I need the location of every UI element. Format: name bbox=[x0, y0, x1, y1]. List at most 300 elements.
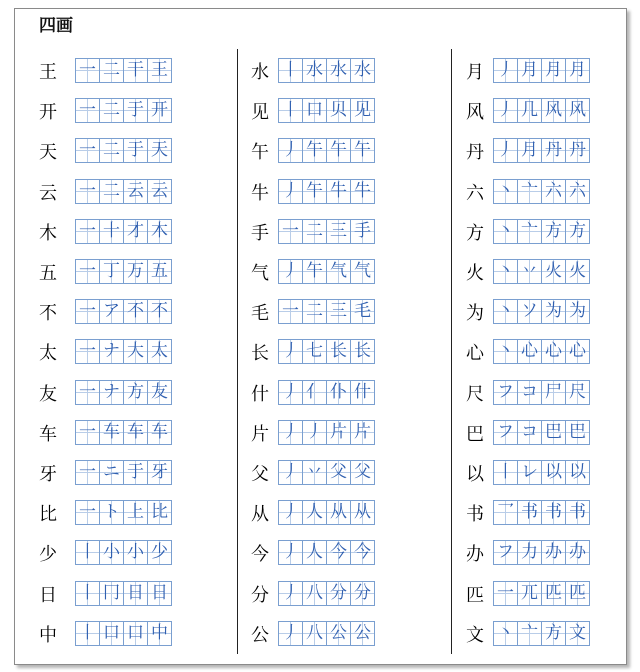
stroke-sequence bbox=[493, 581, 589, 606]
character-row bbox=[37, 293, 237, 333]
stroke-step-cell: 干 bbox=[123, 58, 148, 83]
stroke-step-cell: 父 bbox=[350, 460, 375, 485]
stroke-step-cell: 日 bbox=[147, 581, 172, 606]
stroke-step-cell: 二 bbox=[99, 179, 124, 204]
stroke-step-cell: 牛 bbox=[326, 179, 351, 204]
stroke-step-cell: フ bbox=[493, 380, 518, 405]
stroke-step-cell: 三 bbox=[326, 219, 351, 244]
stroke-step-cell: 丿 bbox=[278, 179, 303, 204]
character-row bbox=[464, 374, 640, 414]
head-character: 气 bbox=[251, 263, 269, 284]
stroke-step-cell: 丿 bbox=[278, 581, 303, 606]
stroke-step-cell: 云 bbox=[147, 179, 172, 204]
stroke-sequence bbox=[75, 460, 171, 485]
stroke-step-cell: 一 bbox=[493, 581, 518, 606]
head-character: 风 bbox=[466, 102, 484, 124]
character-row bbox=[464, 534, 640, 574]
stroke-step-cell: 一 bbox=[75, 179, 100, 204]
stroke-step-cell: 气 bbox=[350, 259, 375, 284]
character-row bbox=[37, 253, 237, 293]
head-character: 牙 bbox=[39, 464, 57, 485]
stroke-step-cell: 分 bbox=[350, 581, 375, 606]
stroke-step-cell: 丨 bbox=[75, 540, 100, 565]
stroke-step-cell: 丿 bbox=[278, 500, 303, 525]
head-character: 六 bbox=[466, 182, 484, 204]
stroke-step-cell: 月 bbox=[565, 58, 590, 83]
column-divider bbox=[237, 49, 238, 654]
character-row bbox=[249, 173, 449, 213]
stroke-step-cell: 丿 bbox=[278, 460, 303, 485]
stroke-step-cell: 水 bbox=[350, 58, 375, 83]
stroke-step-cell: 书 bbox=[565, 500, 590, 525]
stroke-sequence bbox=[75, 540, 171, 565]
stroke-sequence bbox=[278, 621, 374, 646]
stroke-order-sheet bbox=[14, 8, 627, 665]
stroke-sequence bbox=[493, 460, 589, 485]
stroke-step-cell: 丶 bbox=[493, 299, 518, 324]
stroke-step-cell: 丿 bbox=[278, 540, 303, 565]
stroke-step-cell: 二 bbox=[99, 58, 124, 83]
stroke-step-cell: 丷 bbox=[517, 259, 542, 284]
stroke-sequence bbox=[75, 581, 171, 606]
stroke-step-cell: 丿 bbox=[302, 420, 327, 445]
stroke-step-cell: 仆 bbox=[326, 380, 351, 405]
stroke-step-cell: 午 bbox=[302, 259, 327, 284]
character-row bbox=[249, 132, 449, 172]
stroke-step-cell: ア bbox=[99, 299, 124, 324]
head-character: 巴 bbox=[466, 423, 484, 445]
stroke-step-cell: 丹 bbox=[565, 138, 590, 163]
stroke-step-cell: 小 bbox=[99, 540, 124, 565]
stroke-sequence bbox=[278, 259, 374, 284]
head-character: 什 bbox=[251, 383, 269, 405]
stroke-step-cell: ナ bbox=[99, 380, 124, 405]
stroke-step-cell: 比 bbox=[147, 500, 172, 525]
stroke-sequence bbox=[278, 219, 374, 244]
stroke-sequence bbox=[75, 420, 171, 445]
character-row bbox=[37, 173, 237, 213]
stroke-step-cell: 人 bbox=[302, 540, 327, 565]
character-row bbox=[464, 92, 640, 132]
character-row bbox=[249, 293, 449, 333]
stroke-step-cell: 手 bbox=[350, 219, 375, 244]
stroke-step-cell: 不 bbox=[123, 299, 148, 324]
head-character: 文 bbox=[466, 624, 484, 646]
stroke-step-cell: 心 bbox=[517, 339, 542, 364]
character-row bbox=[249, 213, 449, 253]
stroke-step-cell: 亠 bbox=[517, 179, 542, 204]
stroke-sequence bbox=[278, 179, 374, 204]
stroke-step-cell: 冂 bbox=[99, 581, 124, 606]
stroke-step-cell: 才 bbox=[123, 219, 148, 244]
stroke-step-cell: 小 bbox=[123, 540, 148, 565]
stroke-step-cell: ソ bbox=[517, 299, 542, 324]
stroke-step-cell: ト bbox=[99, 500, 124, 525]
stroke-step-cell: 丿 bbox=[278, 259, 303, 284]
stroke-step-cell: 王 bbox=[147, 58, 172, 83]
stroke-step-cell: 公 bbox=[326, 621, 351, 646]
stroke-step-cell: 从 bbox=[350, 500, 375, 525]
character-row bbox=[464, 173, 640, 213]
stroke-step-cell: 心 bbox=[541, 339, 566, 364]
head-character: 开 bbox=[39, 102, 57, 124]
head-character: 以 bbox=[466, 464, 484, 485]
stroke-step-cell: 一 bbox=[75, 339, 100, 364]
stroke-step-cell: 长 bbox=[350, 339, 375, 364]
head-character: 为 bbox=[466, 303, 484, 325]
head-character: 友 bbox=[39, 383, 57, 405]
stroke-step-cell: 二 bbox=[99, 138, 124, 163]
head-character: 心 bbox=[466, 343, 484, 365]
stroke-step-cell: フ bbox=[493, 420, 518, 445]
stroke-sequence bbox=[278, 420, 374, 445]
stroke-step-cell: 丨 bbox=[75, 581, 100, 606]
stroke-sequence bbox=[75, 179, 171, 204]
head-character: 王 bbox=[39, 62, 57, 83]
stroke-step-cell: 今 bbox=[350, 540, 375, 565]
stroke-step-cell: 毛 bbox=[350, 299, 375, 324]
stroke-sequence bbox=[278, 138, 374, 163]
stroke-step-cell: ナ bbox=[99, 339, 124, 364]
stroke-step-cell: 太 bbox=[147, 339, 172, 364]
stroke-step-cell: 丿 bbox=[278, 138, 303, 163]
character-row bbox=[249, 52, 449, 92]
head-character: 牛 bbox=[251, 182, 269, 204]
stroke-step-cell: 丿 bbox=[493, 58, 518, 83]
stroke-step-cell: 于 bbox=[123, 460, 148, 485]
stroke-step-cell: 水 bbox=[302, 58, 327, 83]
head-character: 五 bbox=[39, 263, 57, 284]
stroke-step-cell: 丿 bbox=[493, 98, 518, 123]
stroke-step-cell: 巴 bbox=[541, 420, 566, 445]
stroke-step-cell: 丿 bbox=[278, 380, 303, 405]
stroke-step-cell: 于 bbox=[123, 138, 148, 163]
head-character: 分 bbox=[251, 584, 269, 606]
stroke-step-cell: 从 bbox=[326, 500, 351, 525]
character-row bbox=[249, 494, 449, 534]
stroke-step-cell: 亠 bbox=[517, 621, 542, 646]
stroke-step-cell: 心 bbox=[565, 339, 590, 364]
character-row bbox=[37, 92, 237, 132]
stroke-step-cell: 办 bbox=[541, 540, 566, 565]
stroke-step-cell: 丁 bbox=[99, 259, 124, 284]
stroke-sequence bbox=[493, 179, 589, 204]
stroke-sequence bbox=[493, 500, 589, 525]
stroke-sequence bbox=[493, 380, 589, 405]
stroke-step-cell: 中 bbox=[147, 621, 172, 646]
stroke-step-cell: 丿 bbox=[278, 420, 303, 445]
character-row bbox=[464, 213, 640, 253]
stroke-sequence bbox=[75, 259, 171, 284]
head-character: 木 bbox=[39, 222, 57, 244]
stroke-step-cell: 乛 bbox=[493, 500, 518, 525]
stroke-step-cell: 口 bbox=[302, 98, 327, 123]
stroke-step-cell: 几 bbox=[517, 98, 542, 123]
stroke-step-cell: 午 bbox=[326, 138, 351, 163]
character-row bbox=[37, 534, 237, 574]
stroke-step-cell: 六 bbox=[541, 179, 566, 204]
character-row bbox=[464, 454, 640, 494]
head-character: 今 bbox=[251, 544, 269, 566]
character-row bbox=[249, 454, 449, 494]
stroke-step-cell: 丶 bbox=[493, 259, 518, 284]
stroke-step-cell: 风 bbox=[541, 98, 566, 123]
head-character: 公 bbox=[251, 624, 269, 646]
stroke-step-cell: 万 bbox=[123, 259, 148, 284]
head-character: 手 bbox=[251, 222, 269, 244]
stroke-sequence bbox=[493, 58, 589, 83]
character-row bbox=[37, 213, 237, 253]
head-character: 匹 bbox=[466, 584, 484, 606]
stroke-step-cell: 云 bbox=[123, 179, 148, 204]
stroke-step-cell: 上 bbox=[123, 500, 148, 525]
stroke-step-cell: 午 bbox=[302, 138, 327, 163]
stroke-step-cell: 丨 bbox=[75, 621, 100, 646]
stroke-step-cell: コ bbox=[517, 380, 542, 405]
character-row bbox=[464, 52, 640, 92]
stroke-step-cell: 丶 bbox=[493, 179, 518, 204]
stroke-step-cell: 一 bbox=[75, 98, 100, 123]
head-character: 长 bbox=[251, 343, 269, 365]
stroke-step-cell: 车 bbox=[99, 420, 124, 445]
character-row bbox=[249, 575, 449, 615]
stroke-step-cell: 贝 bbox=[326, 98, 351, 123]
stroke-sequence bbox=[278, 380, 374, 405]
stroke-step-cell: 丿 bbox=[278, 621, 303, 646]
stroke-step-cell: 丨 bbox=[278, 98, 303, 123]
stroke-step-cell: 八 bbox=[302, 581, 327, 606]
stroke-step-cell: 兀 bbox=[517, 581, 542, 606]
stroke-step-cell: 一 bbox=[75, 219, 100, 244]
stroke-sequence bbox=[278, 339, 374, 364]
stroke-step-cell: 人 bbox=[302, 500, 327, 525]
stroke-step-cell: 尸 bbox=[541, 380, 566, 405]
character-row bbox=[249, 333, 449, 373]
stroke-step-cell: 大 bbox=[123, 339, 148, 364]
stroke-step-cell: 水 bbox=[326, 58, 351, 83]
character-row bbox=[464, 333, 640, 373]
head-character: 丹 bbox=[466, 142, 484, 164]
stroke-step-cell: ニ bbox=[99, 460, 124, 485]
head-character: 中 bbox=[39, 624, 57, 646]
stroke-step-cell: 力 bbox=[517, 540, 542, 565]
character-row bbox=[464, 494, 640, 534]
head-character: 毛 bbox=[251, 303, 269, 325]
stroke-step-cell: 丨 bbox=[493, 460, 518, 485]
character-row bbox=[37, 575, 237, 615]
character-row bbox=[37, 52, 237, 92]
stroke-step-cell: 月 bbox=[517, 58, 542, 83]
stroke-step-cell: 十 bbox=[99, 219, 124, 244]
stroke-step-cell: 二 bbox=[302, 299, 327, 324]
stroke-step-cell: 亻 bbox=[302, 380, 327, 405]
stroke-step-cell: 风 bbox=[565, 98, 590, 123]
head-character: 比 bbox=[39, 504, 57, 526]
stroke-step-cell: 一 bbox=[75, 500, 100, 525]
stroke-step-cell: 方 bbox=[541, 621, 566, 646]
head-character: 少 bbox=[39, 544, 57, 566]
stroke-sequence bbox=[493, 299, 589, 324]
head-character: 水 bbox=[251, 62, 269, 83]
stroke-step-cell: 气 bbox=[326, 259, 351, 284]
stroke-step-cell: 午 bbox=[350, 138, 375, 163]
stroke-sequence bbox=[278, 460, 374, 485]
head-character: 尺 bbox=[466, 383, 484, 405]
stroke-step-cell: 一 bbox=[75, 380, 100, 405]
stroke-step-cell: 丨 bbox=[278, 58, 303, 83]
stroke-step-cell: 日 bbox=[123, 581, 148, 606]
head-character: 办 bbox=[466, 544, 484, 566]
stroke-step-cell: 丶 bbox=[493, 621, 518, 646]
character-row bbox=[249, 253, 449, 293]
stroke-step-cell: フ bbox=[493, 540, 518, 565]
character-row bbox=[37, 615, 237, 655]
stroke-step-cell: 一 bbox=[75, 259, 100, 284]
stroke-step-cell: 午 bbox=[302, 179, 327, 204]
stroke-step-cell: 车 bbox=[123, 420, 148, 445]
head-character: 月 bbox=[466, 62, 484, 83]
stroke-step-cell: 丶 bbox=[493, 219, 518, 244]
stroke-sequence bbox=[75, 299, 171, 324]
stroke-sequence bbox=[75, 219, 171, 244]
stroke-sequence bbox=[278, 98, 374, 123]
stroke-step-cell: 片 bbox=[326, 420, 351, 445]
stroke-step-cell: 丷 bbox=[302, 460, 327, 485]
stroke-step-cell: 亠 bbox=[517, 219, 542, 244]
stroke-step-cell: 牙 bbox=[147, 460, 172, 485]
stroke-step-cell: 匹 bbox=[541, 581, 566, 606]
stroke-step-cell: 一 bbox=[75, 138, 100, 163]
column-divider bbox=[451, 49, 452, 654]
head-character: 书 bbox=[466, 504, 484, 526]
head-character: 见 bbox=[251, 102, 269, 124]
head-character: 片 bbox=[251, 423, 269, 445]
stroke-step-cell: 口 bbox=[123, 621, 148, 646]
stroke-sequence bbox=[493, 98, 589, 123]
character-row bbox=[37, 414, 237, 454]
stroke-step-cell: 一 bbox=[278, 219, 303, 244]
stroke-step-cell: 不 bbox=[147, 299, 172, 324]
stroke-sequence bbox=[75, 339, 171, 364]
stroke-step-cell: 见 bbox=[350, 98, 375, 123]
stroke-step-cell: 于 bbox=[123, 98, 148, 123]
head-character: 太 bbox=[39, 343, 57, 365]
character-row bbox=[37, 454, 237, 494]
stroke-step-cell: 什 bbox=[350, 380, 375, 405]
stroke-sequence bbox=[278, 581, 374, 606]
stroke-sequence bbox=[493, 420, 589, 445]
stroke-step-cell: 五 bbox=[147, 259, 172, 284]
stroke-step-cell: 少 bbox=[147, 540, 172, 565]
stroke-step-cell: 长 bbox=[326, 339, 351, 364]
character-row bbox=[37, 494, 237, 534]
character-row bbox=[249, 615, 449, 655]
head-character: 午 bbox=[251, 142, 269, 164]
character-row bbox=[464, 132, 640, 172]
stroke-step-cell: 月 bbox=[541, 58, 566, 83]
stroke-step-cell: 月 bbox=[517, 138, 542, 163]
stroke-sequence bbox=[278, 540, 374, 565]
stroke-step-cell: コ bbox=[517, 420, 542, 445]
stroke-step-cell: 分 bbox=[326, 581, 351, 606]
character-row bbox=[249, 374, 449, 414]
head-character: 父 bbox=[251, 464, 269, 485]
stroke-step-cell: 公 bbox=[350, 621, 375, 646]
head-character: 天 bbox=[39, 142, 57, 164]
stroke-step-cell: 以 bbox=[565, 460, 590, 485]
stroke-step-cell: 今 bbox=[326, 540, 351, 565]
character-row bbox=[249, 534, 449, 574]
stroke-step-cell: 为 bbox=[541, 299, 566, 324]
character-row bbox=[249, 92, 449, 132]
stroke-step-cell: 父 bbox=[326, 460, 351, 485]
stroke-sequence bbox=[493, 259, 589, 284]
stroke-sequence bbox=[278, 299, 374, 324]
character-row bbox=[464, 293, 640, 333]
stroke-step-cell: 二 bbox=[99, 98, 124, 123]
stroke-step-cell: 三 bbox=[326, 299, 351, 324]
stroke-step-cell: 火 bbox=[541, 259, 566, 284]
stroke-sequence bbox=[75, 621, 171, 646]
stroke-step-cell: 丹 bbox=[541, 138, 566, 163]
stroke-step-cell: レ bbox=[517, 460, 542, 485]
stroke-step-cell: 尺 bbox=[565, 380, 590, 405]
stroke-step-cell: 方 bbox=[123, 380, 148, 405]
stroke-step-cell: 丿 bbox=[493, 138, 518, 163]
stroke-step-cell: 七 bbox=[302, 339, 327, 364]
head-character: 方 bbox=[466, 222, 484, 244]
stroke-step-cell: 一 bbox=[75, 420, 100, 445]
stroke-step-cell: 匹 bbox=[565, 581, 590, 606]
stroke-sequence bbox=[493, 138, 589, 163]
stroke-step-cell: 方 bbox=[565, 219, 590, 244]
stroke-step-cell: 车 bbox=[147, 420, 172, 445]
stroke-step-cell: 八 bbox=[302, 621, 327, 646]
character-row bbox=[464, 615, 640, 655]
head-character: 不 bbox=[39, 303, 57, 325]
stroke-step-cell: 文 bbox=[565, 621, 590, 646]
stroke-step-cell: 火 bbox=[565, 259, 590, 284]
character-row bbox=[37, 374, 237, 414]
stroke-sequence bbox=[75, 380, 171, 405]
stroke-step-cell: 一 bbox=[75, 58, 100, 83]
head-character: 车 bbox=[39, 423, 57, 445]
stroke-step-cell: 开 bbox=[147, 98, 172, 123]
stroke-step-cell: 六 bbox=[565, 179, 590, 204]
stroke-step-cell: 一 bbox=[75, 460, 100, 485]
stroke-sequence bbox=[75, 58, 171, 83]
stroke-step-cell: 为 bbox=[565, 299, 590, 324]
stroke-step-cell: 丿 bbox=[278, 339, 303, 364]
stroke-sequence bbox=[278, 58, 374, 83]
character-row bbox=[464, 575, 640, 615]
stroke-step-cell: 书 bbox=[541, 500, 566, 525]
stroke-step-cell: 木 bbox=[147, 219, 172, 244]
stroke-step-cell: 办 bbox=[565, 540, 590, 565]
character-row bbox=[464, 253, 640, 293]
stroke-step-cell: 一 bbox=[278, 299, 303, 324]
stroke-step-cell: 天 bbox=[147, 138, 172, 163]
sheet-title: 四画 bbox=[39, 16, 73, 36]
stroke-step-cell: 方 bbox=[541, 219, 566, 244]
stroke-step-cell: 巴 bbox=[565, 420, 590, 445]
head-character: 火 bbox=[466, 263, 484, 284]
stroke-sequence bbox=[278, 500, 374, 525]
stroke-step-cell: 二 bbox=[302, 219, 327, 244]
stroke-sequence bbox=[493, 339, 589, 364]
stroke-step-cell: 口 bbox=[99, 621, 124, 646]
stroke-step-cell: 一 bbox=[75, 299, 100, 324]
